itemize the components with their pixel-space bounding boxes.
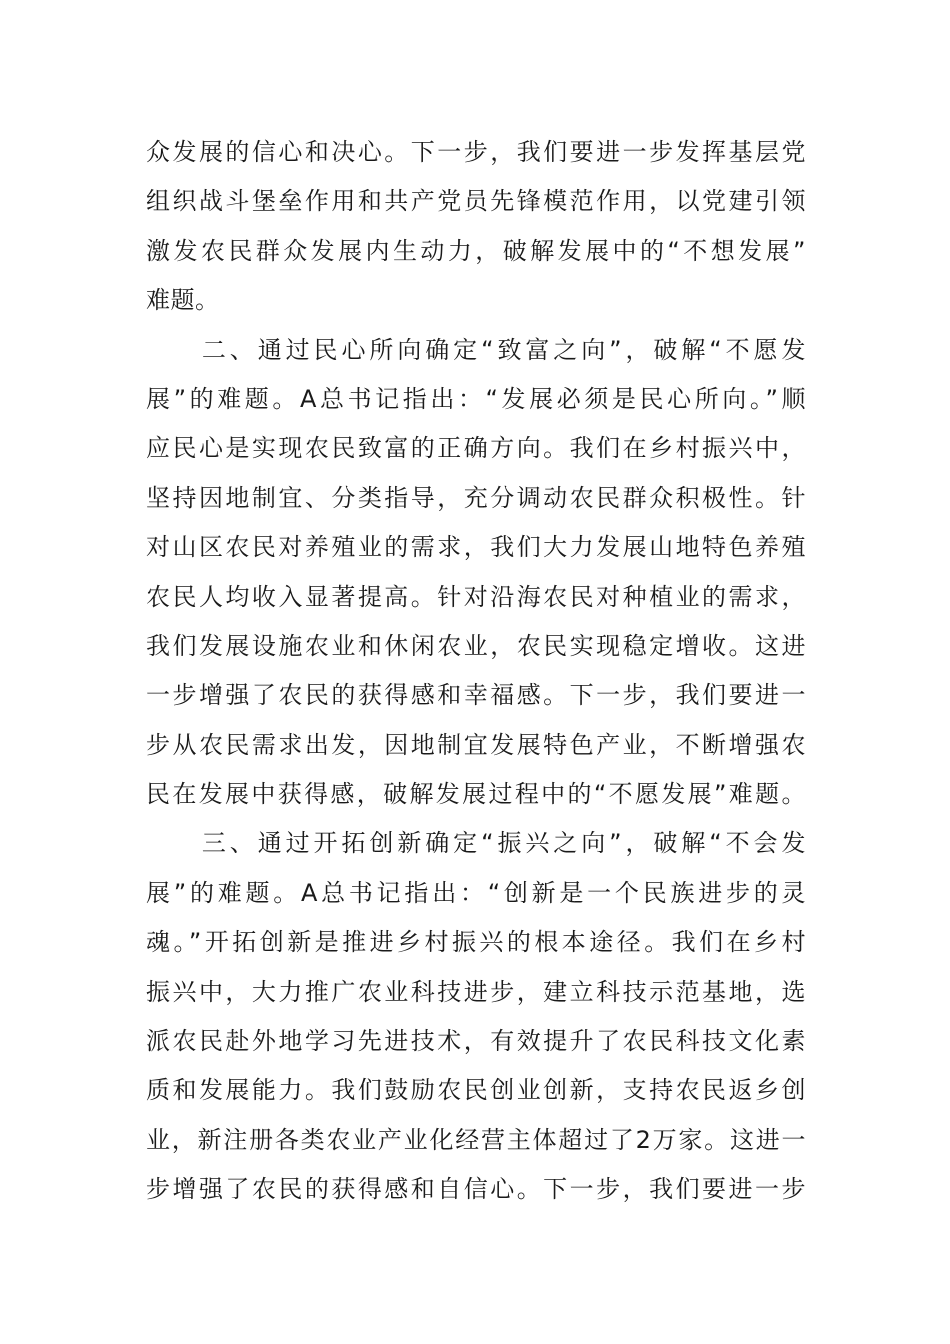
- text-line: 对山区农民对养殖业的需求，我们大力发展山地特色养殖: [146, 533, 806, 562]
- text-line: 展”的难题。A总书记指出：“发展必须是民心所向。”顺: [146, 384, 806, 413]
- text-line: 众发展的信心和决心。下一步，我们要进一步发挥基层党: [146, 138, 806, 166]
- text-line: 振兴中，大力推广农业科技进步，建立科技示范基地，选: [146, 977, 806, 1006]
- text-line: 坚持因地制宜、分类指导，充分调动农民群众积极性。针: [146, 483, 806, 512]
- text-line: 业，新注册各类农业产业化经营主体超过了2万家。这进一: [146, 1125, 806, 1154]
- text-line: 步增强了农民的获得感和自信心。下一步，我们要进一步: [146, 1175, 806, 1204]
- text-line: 步从农民需求出发，因地制宜发展特色产业，不断增强农: [146, 730, 806, 759]
- text-line: 展”的难题。A总书记指出：“创新是一个民族进步的灵: [146, 878, 806, 907]
- text-line: 激发农民群众发展内生动力，破解发展中的“不想发展”: [146, 236, 806, 265]
- text-line: 派农民赴外地学习先进技术，有效提升了农民科技文化素: [146, 1027, 806, 1056]
- text-line: 难题。: [146, 286, 220, 315]
- text-line: 魂。”开拓创新是推进乡村振兴的根本途径。我们在乡村: [146, 928, 806, 957]
- text-line: 民在发展中获得感，破解发展过程中的“不愿发展”难题。: [146, 780, 806, 809]
- text-line: 农民人均收入显著提高。针对沿海农民对种植业的需求，: [146, 582, 806, 611]
- section-heading-line: 三、通过开拓创新确定“振兴之向”，破解“不会发: [146, 829, 806, 858]
- body-text: [146, 128, 806, 1215]
- text-line: 质和发展能力。我们鼓励农民创业创新，支持农民返乡创: [146, 1076, 806, 1105]
- section-heading-line: 二、通过民心所向确定“致富之向”，破解“不愿发: [146, 335, 806, 364]
- text-line: 我们发展设施农业和休闲农业，农民实现稳定增收。这进: [146, 631, 806, 660]
- text-line: 应民心是实现农民致富的正确方向。我们在乡村振兴中，: [146, 434, 806, 463]
- text-line: 组织战斗堡垒作用和共产党员先锋模范作用，以党建引领: [146, 187, 806, 216]
- text-line: 一步增强了农民的获得感和幸福感。下一步，我们要进一: [146, 681, 806, 710]
